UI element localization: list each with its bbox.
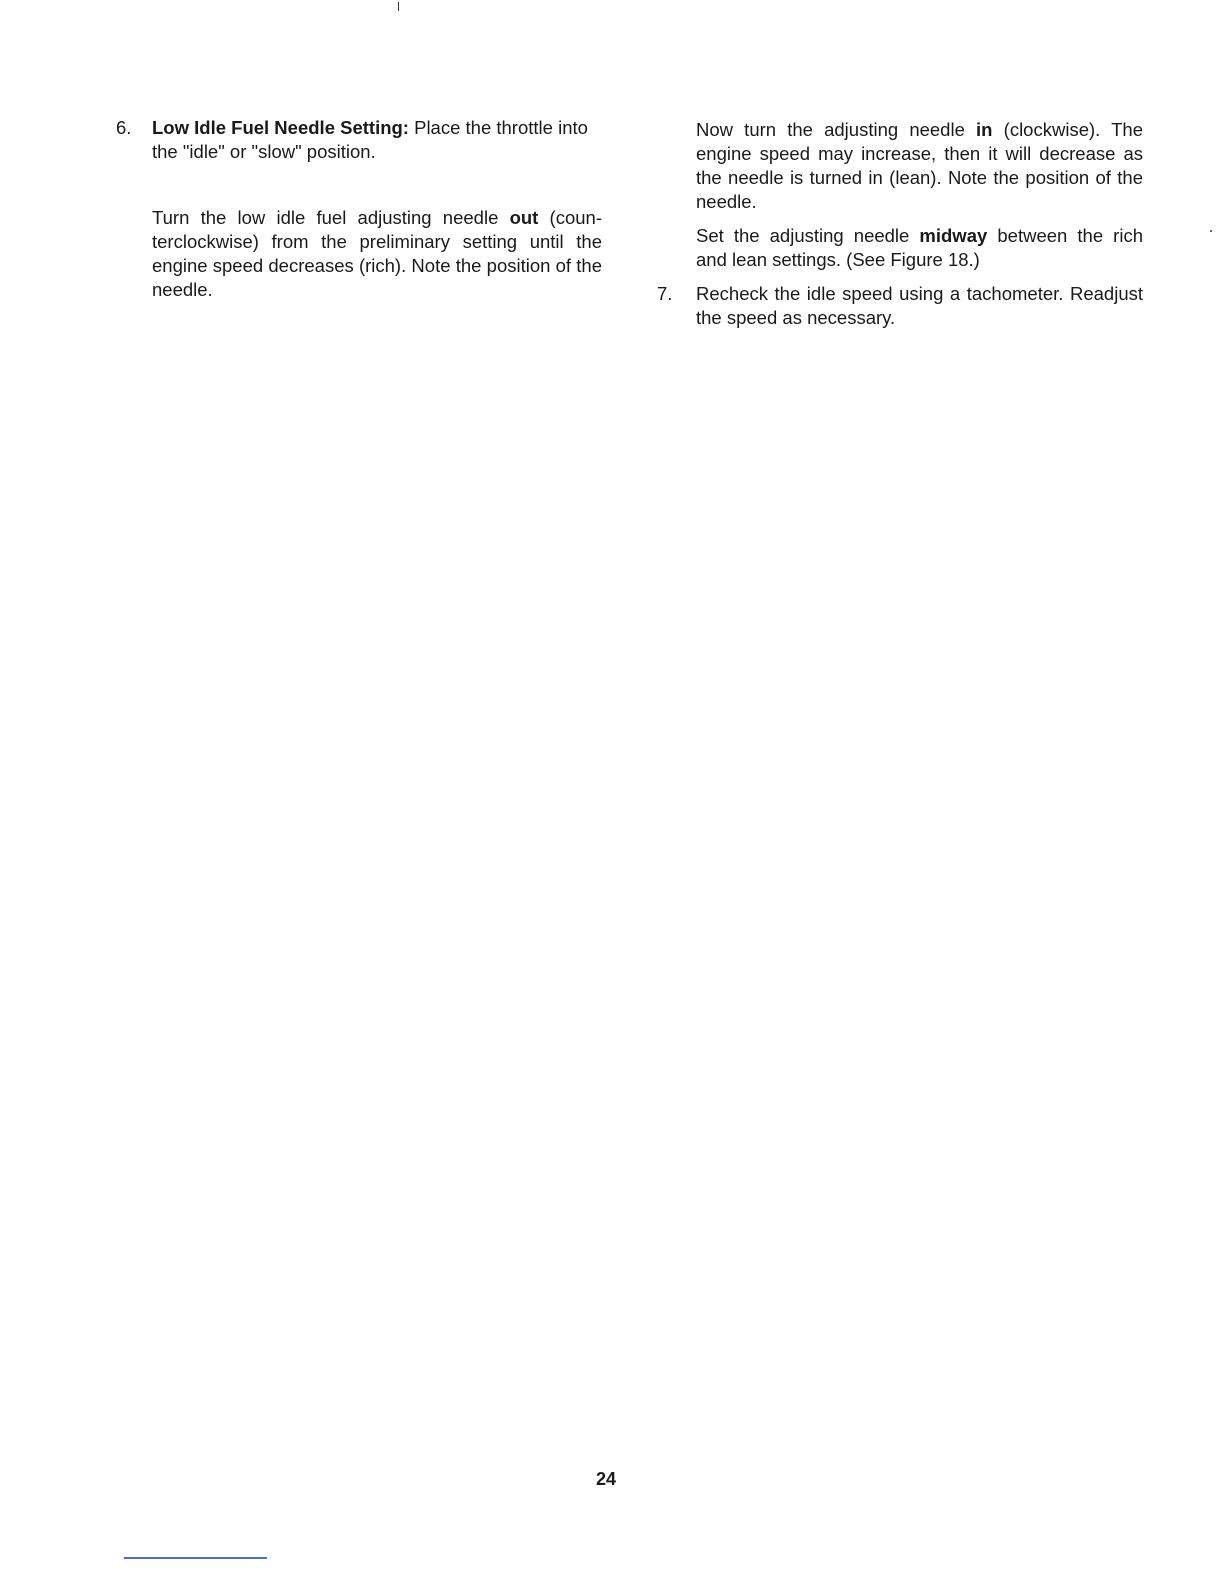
step-6-number: 6. <box>116 117 132 138</box>
bottom-rule <box>124 1557 267 1559</box>
step-6-midway-paragraph <box>696 224 1143 272</box>
step-6-turn-in-paragraph <box>696 118 1143 214</box>
scan-speck <box>1210 230 1212 232</box>
step-6-midway-text-a: Set the adjusting needle <box>696 225 920 246</box>
top-margin-mark <box>398 2 399 11</box>
step-6-turn-out-emphasis: out <box>509 207 539 228</box>
step-7-paragraph: Recheck the idle speed using a tachometer. Readjust the speed as necessary. <box>696 283 1143 328</box>
page-number: 24 <box>595 1469 617 1489</box>
step-7-number: 7. <box>657 283 673 304</box>
step-6-turn-out-text-a: Turn the low idle fuel adjusting needle <box>152 207 510 228</box>
step-6-midway-emphasis: midway <box>919 225 988 246</box>
step-6-turn-in-text-b: (clockwise). The engine speed may increase, then it will decrease as the needle is turned in (lean). Note the position of the needle. <box>696 119 1143 212</box>
step-6-turn-out-text-b: (coun-terclockwise) from the preliminary setting until the engine speed decreases (rich). Note the position of the needle. <box>152 207 602 300</box>
left-column <box>152 116 602 302</box>
step-6-midway-text-b: between the rich and lean settings. (See Figure 18.) <box>696 225 1143 270</box>
step-6-heading: Low Idle Fuel Needle Setting: <box>152 117 409 138</box>
step-6-turn-out-paragraph <box>152 206 602 302</box>
step-6-turn-in-text-a: Now turn the adjusting needle <box>696 119 977 140</box>
step-6-turn-in-emphasis: in <box>976 119 993 140</box>
step-6-intro <box>152 116 602 164</box>
step-6-intro-text: Place the throttle into the "idle" or "slow" position. <box>152 117 588 162</box>
right-column <box>696 118 1143 330</box>
